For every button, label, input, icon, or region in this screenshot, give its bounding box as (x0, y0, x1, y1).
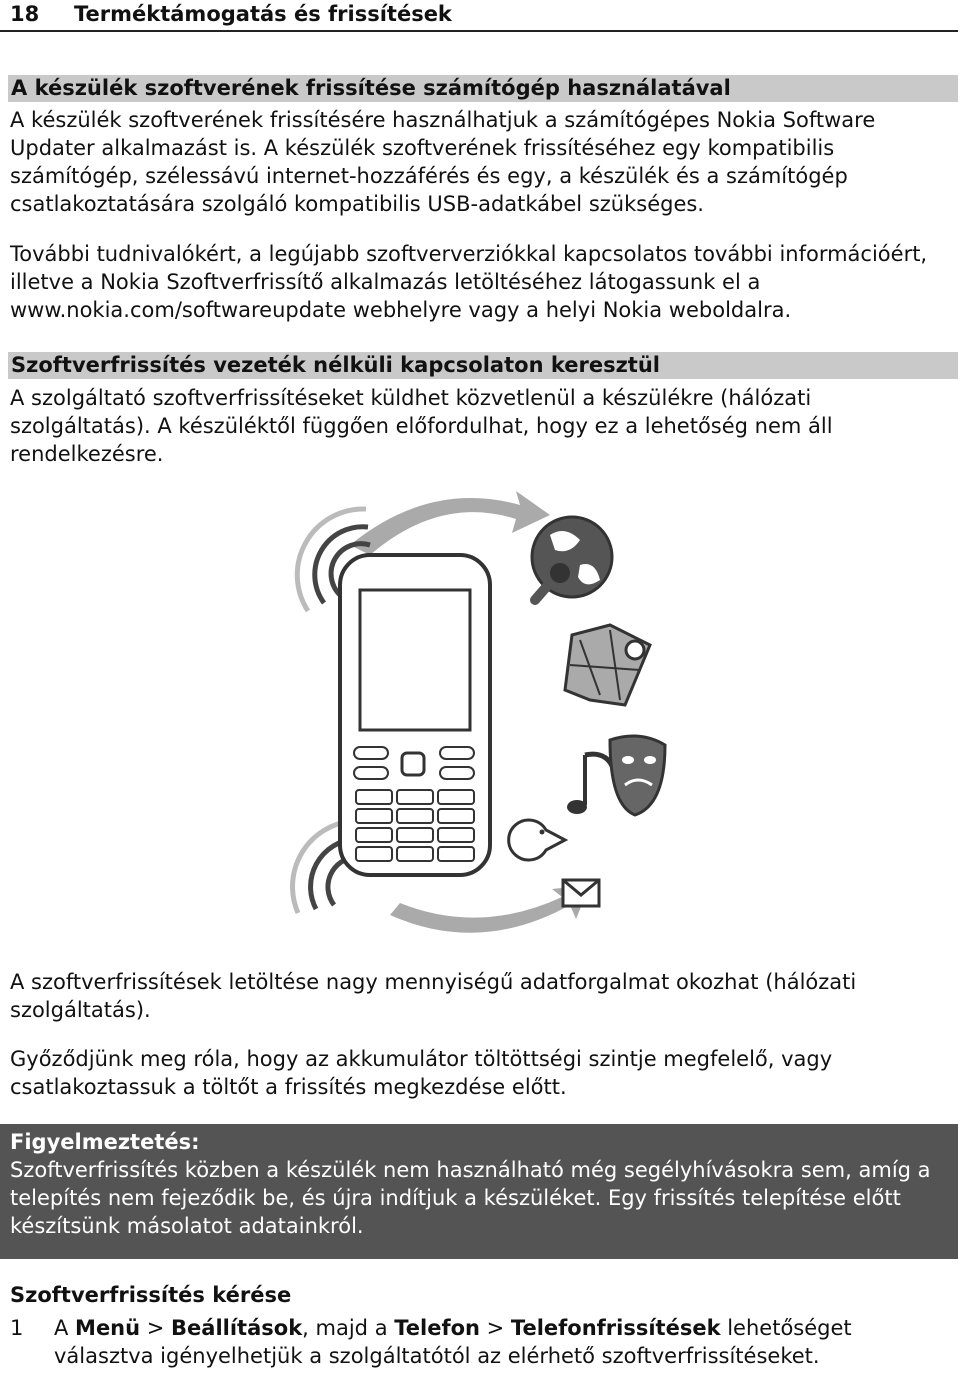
paragraph-pc-update-intro: A készülék szoftverének frissítésére használhatjuk a számítógépes Nokia Software Updater alkalmazást is. A készülék szoftverének frissítéséhez egy kompatibilis számítógép, szélessávú internet-hozzáférés és egy, a készülék és a számítógép csatlakoztatására szolgáló kompatibilis USB-adatkábel szükséges. (10, 108, 876, 216)
warning-title: Figyelmeztetés: (10, 1130, 200, 1154)
step-text: A Menü > Beállítások, majd a Telefon > Telefonfrissítések lehetőséget választva igényelhetjük a szolgáltatótól az elérhető szoftverfrissítéseket. (54, 1316, 852, 1368)
section-heading-pc-update: A készülék szoftverének frissítése számítógép használatával (8, 75, 958, 102)
paragraph-battery: Győződjünk meg róla, hogy az akkumulátor töltöttségi szintje megfelelő, vagy csatlakoztassuk a töltőt a frissítés megkezdése előtt. (10, 1047, 833, 1099)
warning-box (0, 1124, 958, 1259)
paragraph-ota-intro: A szolgáltató szoftverfrissítéseket küldhet közvetlenül a készülékre (hálózati szolgáltatás). A készüléktől függően előfordulhat, hogy ez a lehetőség nem áll rendelkezésre. (10, 386, 833, 466)
section-heading-ota-update: Szoftverfrissítés vezeték nélküli kapcsolaton keresztül (8, 352, 958, 379)
paragraph-more-info: További tudnivalókért, a legújabb szoftververziókkal kapcsolatos további információért, illetve a Nokia Szoftverfrissítő alkalmazás letöltéséhez látogassunk el a www.nokia.com/softwareupdate webhelyre vagy a helyi Nokia weboldalra. (10, 242, 928, 322)
step-number: 1 (10, 1316, 24, 1340)
envelope-icon (563, 880, 599, 906)
phone-update-illustration (280, 485, 680, 945)
arrow-bottom-icon (390, 885, 590, 933)
subsection-heading-request-update: Szoftverfrissítés kérése (10, 1283, 292, 1307)
phone-update-link: Telefonfrissítések (510, 1316, 721, 1340)
theater-mask-icon (610, 736, 665, 815)
page-number: 18 (10, 2, 40, 26)
warning-text: Szoftverfrissítés közben a készülék nem használható még segélyhívásokra sem, amíg a telepítés nem fejeződik be, és újra indítjuk a készüléket. Egy frissítés telepítése előtt készítsünk másolatot adatainkról. (10, 1158, 931, 1238)
page-header (0, 0, 958, 32)
chapter-title: Terméktámogatás és frissítések (74, 2, 452, 26)
map-icon (565, 625, 650, 705)
phone-icon (340, 555, 490, 875)
menu-link: Menü (75, 1316, 141, 1340)
settings-link: Beállítások (171, 1316, 303, 1340)
paragraph-data-traffic: A szoftverfrissítések letöltése nagy mennyiségű adatforgalmat okozhat (hálózati szolgáltatás). (10, 970, 857, 1022)
arrow-top-icon (350, 491, 550, 555)
phone-link: Telefon (394, 1316, 480, 1340)
game-icon (509, 820, 565, 860)
music-note-icon (567, 754, 615, 814)
